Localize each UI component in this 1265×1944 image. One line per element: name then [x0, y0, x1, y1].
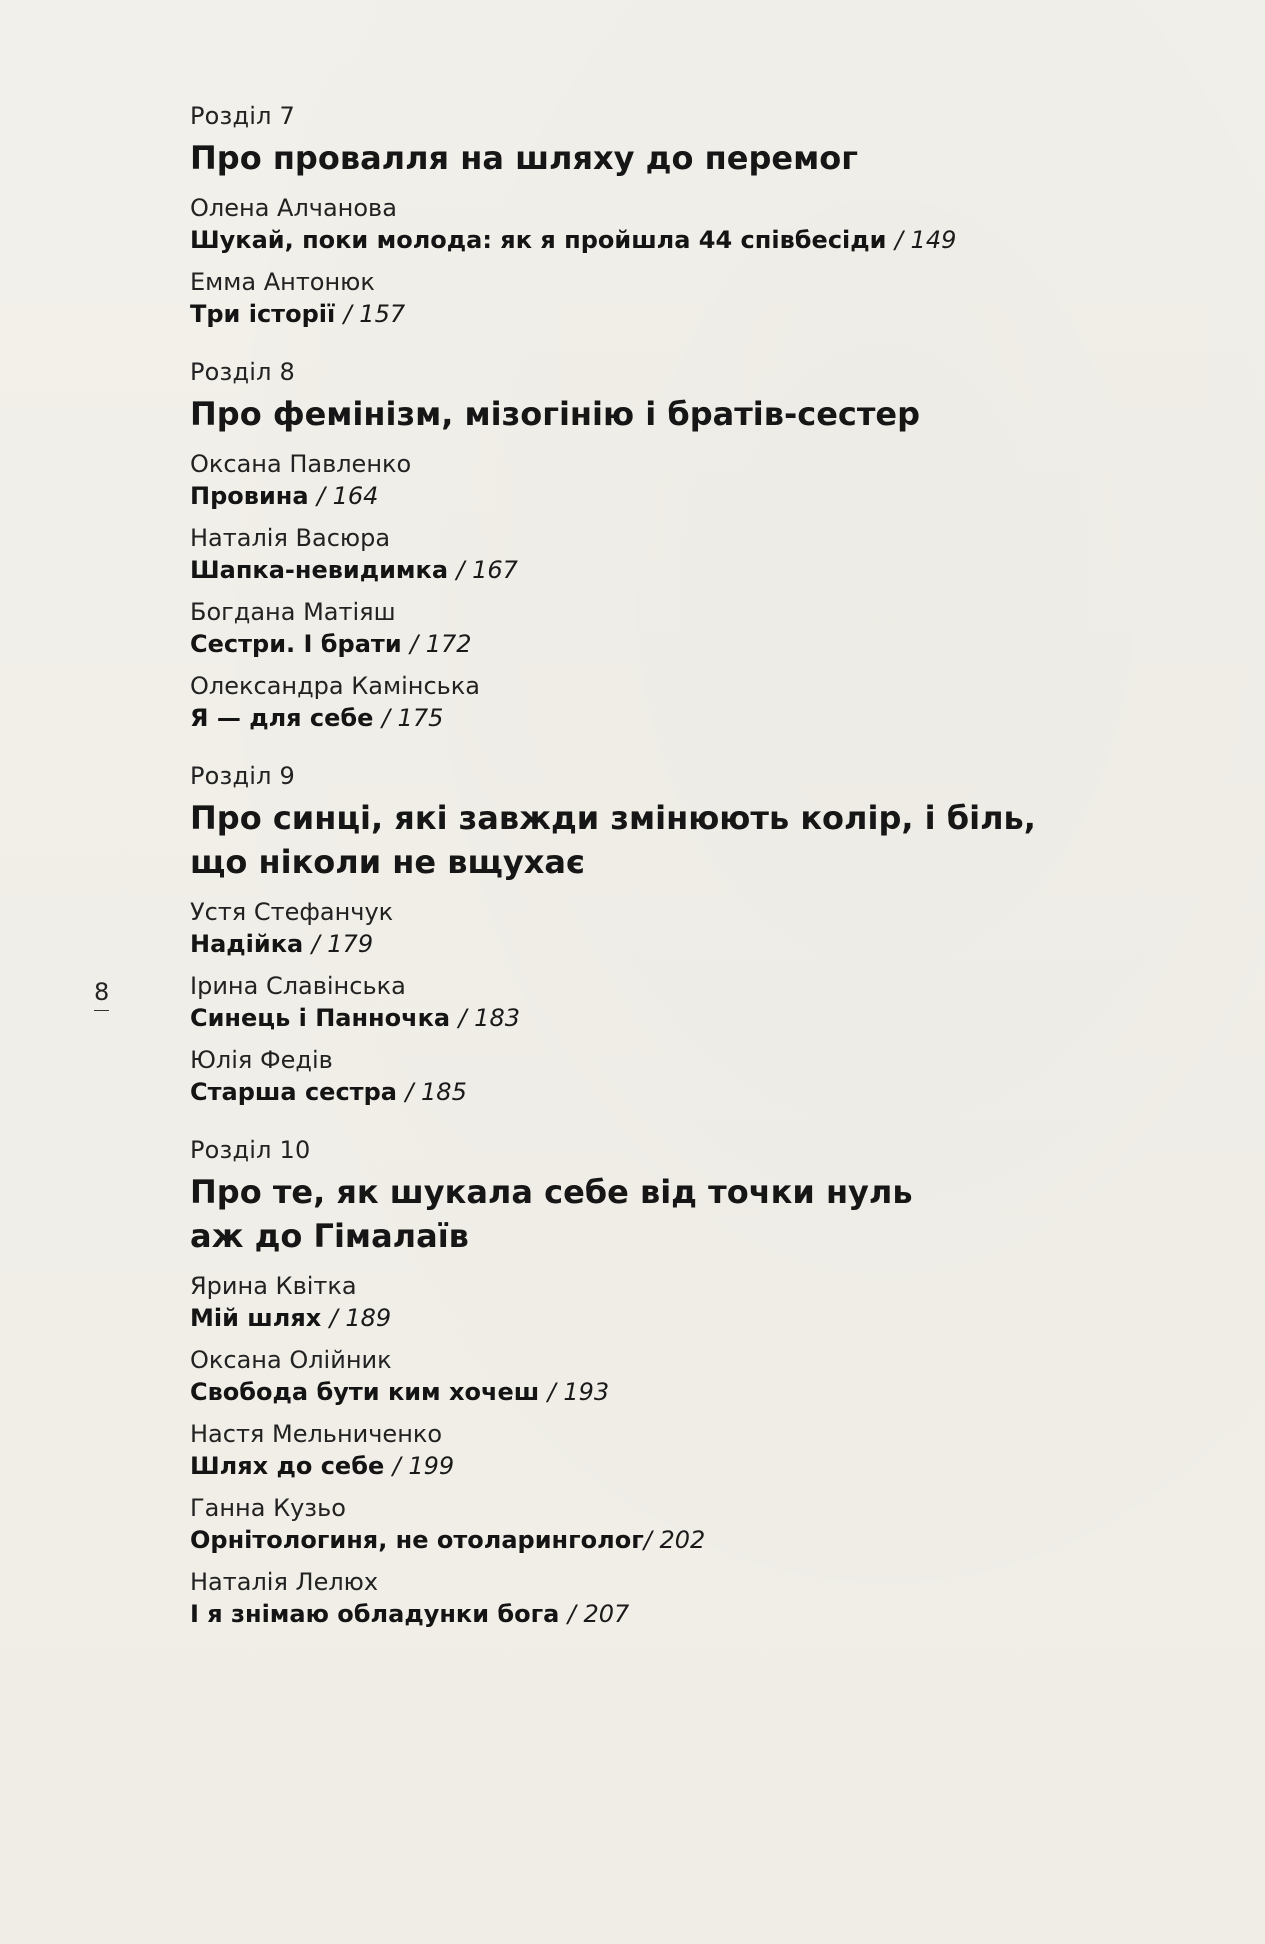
entry-title-text: Орнітологиня, не отоларинголог — [190, 1526, 644, 1554]
toc-entry[interactable] — [190, 1270, 1090, 1334]
toc-entry[interactable] — [190, 1566, 1090, 1630]
entry-page: / 172 — [410, 630, 472, 658]
entry-title-text: Шлях до себе — [190, 1452, 385, 1480]
entry-title — [190, 1076, 1090, 1108]
entry-title-text: Надійка — [190, 930, 304, 958]
section-title — [190, 136, 1090, 180]
entry-title — [190, 480, 1090, 512]
toc-entry[interactable] — [190, 896, 1090, 960]
entry-page: / 175 — [381, 704, 444, 732]
entry-page: / 183 — [458, 1004, 520, 1032]
entry-title-text: Свобода бути ким хочеш — [190, 1378, 540, 1406]
entry-author: Ірина Славінська — [190, 972, 406, 1000]
section-label: Розділ 10 — [190, 1136, 311, 1164]
section-10 — [190, 1134, 1090, 1630]
entry-author: Оксана Павленко — [190, 450, 412, 478]
toc-entry[interactable] — [190, 596, 1090, 660]
entry-page: / 179 — [311, 930, 374, 958]
section-title-line: Про те, як шукала себе від точки нуль — [190, 1173, 913, 1211]
entry-page: / 157 — [343, 300, 406, 328]
section-title — [190, 1170, 1090, 1258]
entry-author: Емма Антонюк — [190, 268, 375, 296]
entry-author: Олександра Камінська — [190, 672, 481, 700]
entry-author: Юлія Федів — [190, 1046, 333, 1074]
toc-entry[interactable] — [190, 1418, 1090, 1482]
toc-entry[interactable] — [190, 670, 1090, 734]
toc-entry[interactable] — [190, 266, 1090, 330]
section-9 — [190, 760, 1090, 1108]
entry-title — [190, 1524, 1090, 1556]
entry-title-text: Шукай, поки молода: як я пройшла 44 співбесіди — [190, 226, 887, 254]
section-title-line: Про фемінізм, мізогінію і братів-сестер — [190, 395, 921, 433]
entry-title-text: Я — для себе — [190, 704, 374, 732]
entry-page: / 149 — [894, 226, 957, 254]
entry-author: Наталія Васюра — [190, 524, 391, 552]
entry-title — [190, 1376, 1090, 1408]
entry-page: / 207 — [567, 1600, 630, 1628]
entry-title — [190, 298, 1090, 330]
entry-title-text: Мій шлях — [190, 1304, 322, 1332]
entry-page: / 164 — [316, 482, 379, 510]
toc-entry[interactable] — [190, 522, 1090, 586]
entry-title-text: Шапка-невидимка — [190, 556, 449, 584]
section-label: Розділ 8 — [190, 358, 296, 386]
entry-title-text: Провина — [190, 482, 309, 510]
entry-title — [190, 224, 1090, 256]
entry-title-text: Синець і Панночка — [190, 1004, 451, 1032]
entry-page: / 199 — [392, 1452, 455, 1480]
entry-page: / 167 — [456, 556, 518, 584]
entry-title — [190, 1302, 1090, 1334]
entry-author: Наталія Лелюх — [190, 1568, 379, 1596]
section-title — [190, 796, 1090, 884]
section-title-line: Про провалля на шляху до перемог — [190, 139, 858, 177]
entry-title — [190, 554, 1090, 586]
entry-title — [190, 1450, 1090, 1482]
entry-title — [190, 928, 1090, 960]
toc-entry[interactable] — [190, 448, 1090, 512]
entry-page: / 185 — [405, 1078, 467, 1106]
entry-page: / 193 — [547, 1378, 610, 1406]
section-label: Розділ 9 — [190, 762, 296, 790]
toc-entry[interactable] — [190, 192, 1090, 256]
section-title-line: аж до Гімалаїв — [190, 1217, 469, 1255]
page-number: 8 — [94, 978, 109, 1011]
table-of-contents — [190, 100, 1090, 1640]
entry-author: Ганна Кузьо — [190, 1494, 346, 1522]
entry-author: Богдана Матіяш — [190, 598, 396, 626]
entry-title — [190, 1598, 1090, 1630]
entry-title — [190, 628, 1090, 660]
toc-entry[interactable] — [190, 1492, 1090, 1556]
entry-author: Настя Мельниченко — [190, 1420, 443, 1448]
entry-author: Оксана Олійник — [190, 1346, 392, 1374]
entry-title — [190, 1002, 1090, 1034]
entry-author: Устя Стефанчук — [190, 898, 394, 926]
toc-entry[interactable] — [190, 970, 1090, 1034]
entry-title — [190, 702, 1090, 734]
entry-title-text: Три історії — [190, 300, 336, 328]
section-8 — [190, 356, 1090, 734]
entry-page: / 202 — [643, 1526, 706, 1554]
section-title-line: що ніколи не вщухає — [190, 843, 585, 881]
section-title — [190, 392, 1090, 436]
entry-author: Ярина Квітка — [190, 1272, 357, 1300]
section-7 — [190, 100, 1090, 330]
toc-entry[interactable] — [190, 1044, 1090, 1108]
entry-title-text: Старша сестра — [190, 1078, 397, 1106]
entry-title-text: І я знімаю обладунки бога — [190, 1600, 560, 1628]
entry-author: Олена Алчанова — [190, 194, 397, 222]
entry-title-text: Сестри. І брати — [190, 630, 402, 658]
section-title-line: Про синці, які завжди змінюють колір, і біль, — [190, 799, 1036, 837]
toc-entry[interactable] — [190, 1344, 1090, 1408]
entry-page: / 189 — [329, 1304, 392, 1332]
section-label: Розділ 7 — [190, 102, 296, 130]
